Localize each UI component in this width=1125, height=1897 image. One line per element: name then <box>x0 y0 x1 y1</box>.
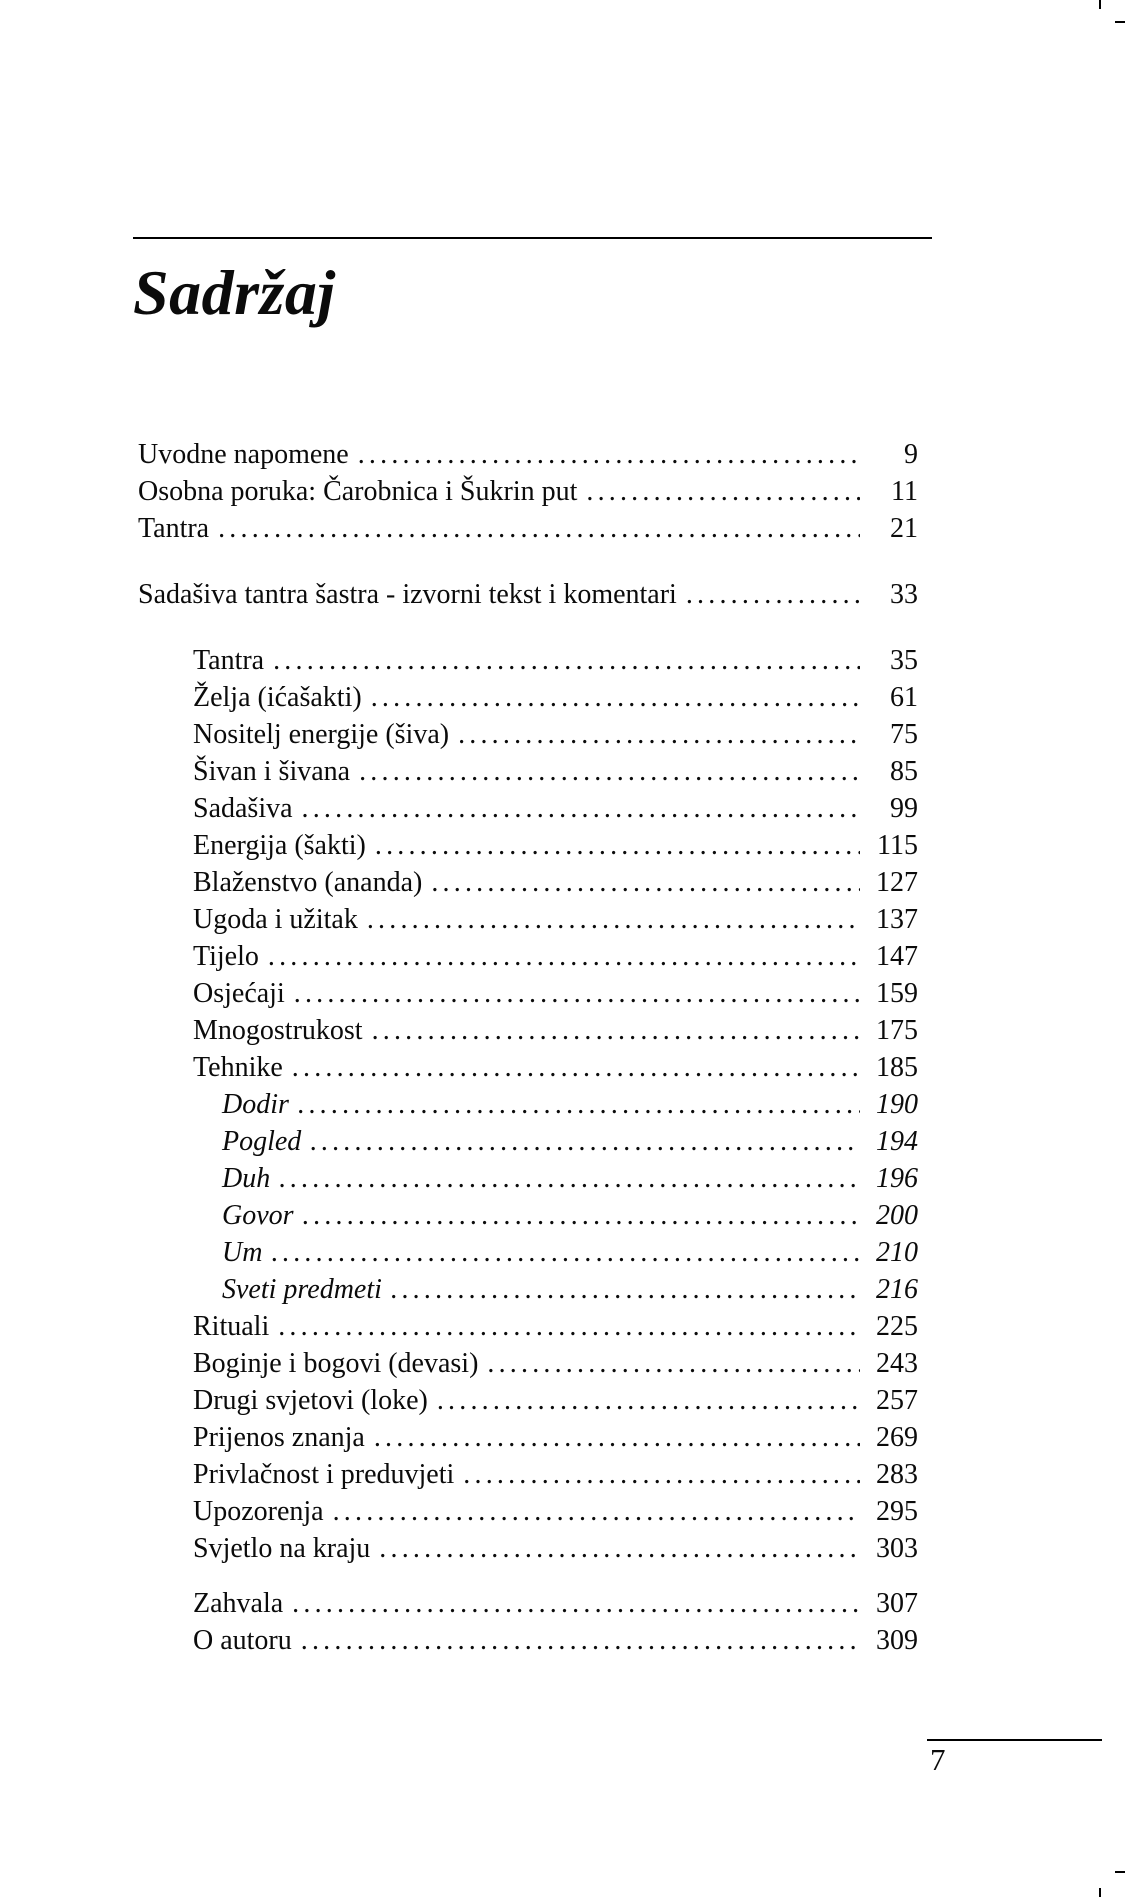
toc-entry-page: 175 <box>876 1015 918 1046</box>
toc-entry-page: 9 <box>904 439 918 470</box>
toc-entry-page: 307 <box>876 1588 918 1619</box>
dot-leader <box>379 1530 860 1567</box>
toc-entry <box>138 1197 918 1234</box>
dot-leader <box>278 1308 860 1345</box>
dot-leader <box>271 1234 860 1271</box>
crop-mark-top-right-vertical <box>1099 0 1101 9</box>
dot-leader <box>359 753 860 790</box>
crop-mark-bottom-right-horizontal <box>1115 1871 1125 1873</box>
toc-entry-label: Tehnike <box>193 1052 283 1083</box>
toc-entry-page: 11 <box>891 476 918 507</box>
toc-entry <box>138 901 918 938</box>
dot-leader <box>268 938 860 975</box>
dot-leader <box>218 510 860 547</box>
toc-entry <box>138 1086 918 1123</box>
toc-entry <box>138 473 918 510</box>
toc-entry <box>138 1160 918 1197</box>
dot-leader <box>437 1382 860 1419</box>
dot-leader <box>302 790 860 827</box>
toc-entry <box>138 1585 918 1622</box>
toc-entry-label: Želja (ićašakti) <box>193 682 362 713</box>
toc-entry-page: 21 <box>890 513 918 544</box>
toc-entry-page: 33 <box>890 579 918 610</box>
toc-entry <box>138 1419 918 1456</box>
dot-leader <box>358 436 860 473</box>
toc-entry-page: 243 <box>876 1348 918 1379</box>
toc-entry-label: Um <box>222 1237 263 1268</box>
dot-leader <box>279 1160 860 1197</box>
toc-entry-page: 269 <box>876 1422 918 1453</box>
toc-entry <box>138 1530 918 1567</box>
toc-entry <box>138 576 918 613</box>
toc-entry-label: Pogled <box>222 1126 302 1157</box>
dot-leader <box>686 576 860 613</box>
toc-entry-label: Upozorenja <box>193 1496 324 1527</box>
toc-entry <box>138 510 918 547</box>
toc-entry <box>138 1012 918 1049</box>
toc-entry-label: Zahvala <box>193 1588 284 1619</box>
toc-entry <box>138 1271 918 1308</box>
dot-leader <box>431 864 860 901</box>
dot-leader <box>294 975 860 1012</box>
toc-entry <box>138 1622 918 1659</box>
toc-entry-label: Sadašiva <box>193 793 293 824</box>
page-number: 7 <box>930 1742 946 1777</box>
dot-leader <box>463 1456 860 1493</box>
dot-leader <box>458 716 860 753</box>
toc-entry-label: Privlačnost i preduvjeti <box>193 1459 455 1490</box>
dot-leader <box>292 1585 860 1622</box>
toc-entry <box>138 1234 918 1271</box>
toc-entry-label: Prijenos znanja <box>193 1422 365 1453</box>
toc-entry <box>138 679 918 716</box>
toc-entry-label: O autoru <box>193 1625 292 1656</box>
toc-entry <box>138 1382 918 1419</box>
toc-entry-label: Šivan i šivana <box>193 756 351 787</box>
toc-group-back-matter <box>138 1585 918 1659</box>
toc-entry-page: 190 <box>876 1089 918 1120</box>
header-rule <box>133 237 932 239</box>
dot-leader <box>371 679 860 716</box>
toc-entry-label: Svjetlo na kraju <box>193 1533 371 1564</box>
toc-group-front-matter <box>138 436 918 547</box>
toc-entry <box>138 975 918 1012</box>
toc-entry <box>138 1456 918 1493</box>
dot-leader <box>586 473 860 510</box>
dot-leader <box>301 1622 860 1659</box>
toc-entry-label: Tijelo <box>193 941 259 972</box>
toc-entry <box>138 1049 918 1086</box>
toc-entry-label: Osobna poruka: Čarobnica i Šukrin put <box>138 476 578 507</box>
dot-leader <box>367 901 860 938</box>
toc-entry-label: Blaženstvo (ananda) <box>193 867 423 898</box>
toc-entry-page: 295 <box>876 1496 918 1527</box>
toc-entry-label: Sadašiva tantra šastra - izvorni tekst i komentari <box>138 579 677 610</box>
toc-entry-label: Sveti predmeti <box>222 1274 382 1305</box>
toc-entry-label: Drugi svjetovi (loke) <box>193 1385 428 1416</box>
toc-entry <box>138 864 918 901</box>
table-of-contents <box>138 436 918 1659</box>
toc-entry-page: 85 <box>890 756 918 787</box>
dot-leader <box>333 1493 860 1530</box>
toc-entry-label: Govor <box>222 1200 294 1231</box>
toc-entry-page: 210 <box>876 1237 918 1268</box>
toc-entry <box>138 753 918 790</box>
toc-entry-page: 115 <box>877 830 918 861</box>
toc-entry-page: 159 <box>876 978 918 1009</box>
toc-entry <box>138 1493 918 1530</box>
toc-entry-label: Uvodne napomene <box>138 439 349 470</box>
toc-entry-page: 216 <box>876 1274 918 1305</box>
dot-leader <box>372 1012 860 1049</box>
toc-entry <box>138 716 918 753</box>
toc-entry-page: 225 <box>876 1311 918 1342</box>
dot-leader <box>310 1123 860 1160</box>
toc-entry-page: 303 <box>876 1533 918 1564</box>
toc-entry-label: Nositelj energije (šiva) <box>193 719 450 750</box>
toc-entry-page: 309 <box>876 1625 918 1656</box>
dot-leader <box>375 827 860 864</box>
toc-entry-label: Dodir <box>222 1089 289 1120</box>
toc-entry-page: 257 <box>876 1385 918 1416</box>
toc-entry-page: 194 <box>876 1126 918 1157</box>
dot-leader <box>303 1197 860 1234</box>
toc-entry-label: Mnogostrukost <box>193 1015 363 1046</box>
dot-leader <box>374 1419 860 1456</box>
toc-entry <box>138 1345 918 1382</box>
toc-group-chapters <box>138 642 918 1567</box>
toc-entry <box>138 1123 918 1160</box>
toc-entry-page: 147 <box>876 941 918 972</box>
toc-entry-page: 75 <box>890 719 918 750</box>
toc-entry-page: 35 <box>890 645 918 676</box>
crop-mark-top-right-horizontal <box>1115 21 1125 23</box>
toc-entry-page: 200 <box>876 1200 918 1231</box>
toc-entry-page: 99 <box>890 793 918 824</box>
toc-entry <box>138 790 918 827</box>
toc-entry-label: Boginje i bogovi (devasi) <box>193 1348 479 1379</box>
dot-leader <box>487 1345 860 1382</box>
toc-entry-label: Energija (šakti) <box>193 830 366 861</box>
toc-entry <box>138 827 918 864</box>
toc-entry-page: 196 <box>876 1163 918 1194</box>
toc-entry-label: Tantra <box>138 513 210 544</box>
toc-entry <box>138 436 918 473</box>
toc-entry-page: 137 <box>876 904 918 935</box>
dot-leader <box>391 1271 860 1308</box>
toc-entry-page: 127 <box>876 867 918 898</box>
toc-entry-label: Ugoda i užitak <box>193 904 358 935</box>
footer-rule <box>927 1739 1102 1741</box>
toc-entry-page: 61 <box>890 682 918 713</box>
toc-entry-label: Duh <box>222 1163 271 1194</box>
toc-entry <box>138 642 918 679</box>
toc-entry-page: 185 <box>876 1052 918 1083</box>
toc-entry-page: 283 <box>876 1459 918 1490</box>
toc-entry-label: Rituali <box>193 1311 270 1342</box>
dot-leader <box>273 642 860 679</box>
toc-entry-label: Tantra <box>193 645 265 676</box>
dot-leader <box>292 1049 860 1086</box>
toc-entry <box>138 938 918 975</box>
crop-mark-bottom-right-vertical <box>1099 1888 1101 1897</box>
toc-entry-label: Osjećaji <box>193 978 285 1009</box>
toc-entry <box>138 1308 918 1345</box>
dot-leader <box>298 1086 860 1123</box>
toc-group-main-section <box>138 576 918 613</box>
page-title: Sadržaj <box>133 257 336 328</box>
